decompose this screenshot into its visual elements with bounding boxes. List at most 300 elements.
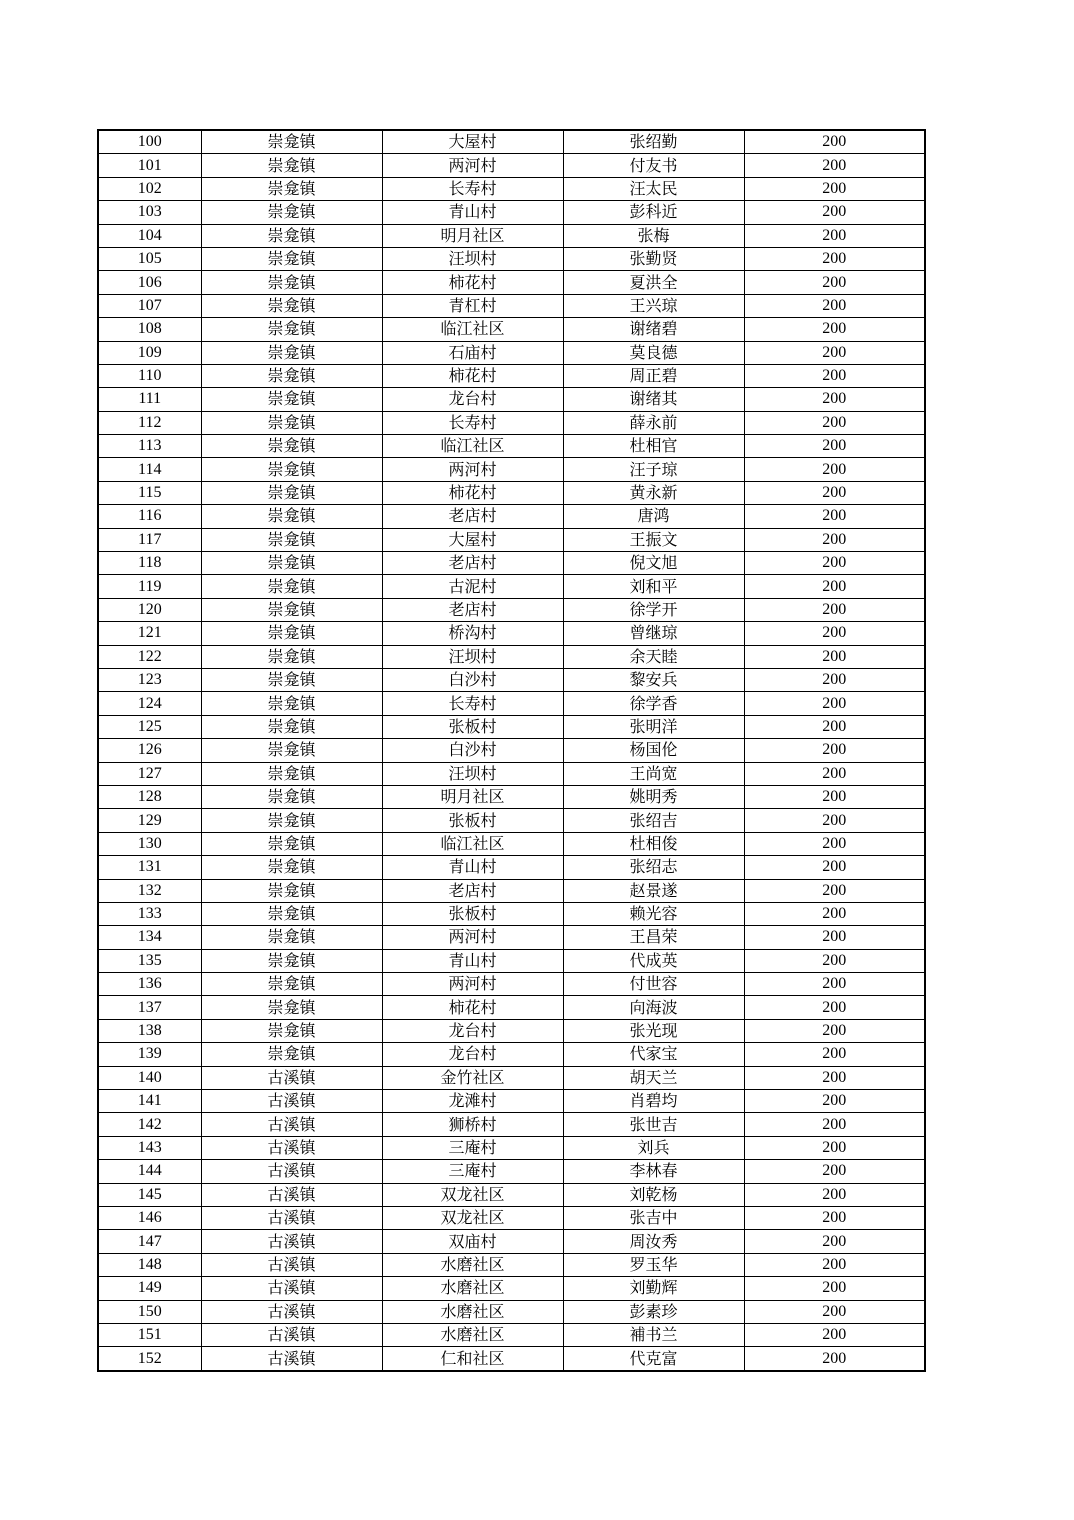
amount-cell: 200: [744, 247, 925, 270]
name-cell: 张明洋: [563, 715, 744, 738]
row-number-cell: 143: [98, 1136, 201, 1159]
row-number-cell: 110: [98, 364, 201, 387]
amount-cell: 200: [744, 856, 925, 879]
table-row: [98, 598, 925, 621]
table-row: [98, 762, 925, 785]
amount-cell: 200: [744, 201, 925, 224]
row-number-cell: 120: [98, 598, 201, 621]
name-cell: 赖光容: [563, 902, 744, 925]
amount-cell: 200: [744, 1019, 925, 1042]
name-cell: 代克富: [563, 1347, 744, 1371]
table-row: [98, 481, 925, 504]
amount-cell: 200: [744, 902, 925, 925]
table-row: [98, 364, 925, 387]
village-cell: 水磨社区: [382, 1300, 563, 1323]
village-cell: 临江社区: [382, 435, 563, 458]
town-cell: 崇龛镇: [201, 739, 382, 762]
village-cell: 长寿村: [382, 692, 563, 715]
row-number-cell: 107: [98, 294, 201, 317]
row-number-cell: 109: [98, 341, 201, 364]
row-number-cell: 132: [98, 879, 201, 902]
village-cell: 水磨社区: [382, 1323, 563, 1346]
row-number-cell: 127: [98, 762, 201, 785]
village-cell: 长寿村: [382, 177, 563, 200]
name-cell: 王振文: [563, 528, 744, 551]
table-row: [98, 224, 925, 247]
name-cell: 张绍志: [563, 856, 744, 879]
name-cell: 彭科近: [563, 201, 744, 224]
name-cell: 刘兵: [563, 1136, 744, 1159]
village-cell: 明月社区: [382, 785, 563, 808]
table-row: [98, 154, 925, 177]
table-row: [98, 692, 925, 715]
row-number-cell: 142: [98, 1113, 201, 1136]
town-cell: 崇龛镇: [201, 388, 382, 411]
name-cell: 曾继琼: [563, 622, 744, 645]
table-row: [98, 902, 925, 925]
row-number-cell: 104: [98, 224, 201, 247]
name-cell: 黎安兵: [563, 668, 744, 691]
town-cell: 古溪镇: [201, 1066, 382, 1089]
town-cell: 崇龛镇: [201, 1019, 382, 1042]
town-cell: 古溪镇: [201, 1113, 382, 1136]
amount-cell: 200: [744, 1206, 925, 1229]
recipient-table-body: [98, 130, 925, 1371]
village-cell: 龙台村: [382, 1043, 563, 1066]
row-number-cell: 118: [98, 552, 201, 575]
amount-cell: 200: [744, 973, 925, 996]
table-row: [98, 832, 925, 855]
village-cell: 龙台村: [382, 388, 563, 411]
amount-cell: 200: [744, 318, 925, 341]
amount-cell: 200: [744, 715, 925, 738]
town-cell: 崇龛镇: [201, 879, 382, 902]
village-cell: 两河村: [382, 154, 563, 177]
amount-cell: 200: [744, 1300, 925, 1323]
name-cell: 杜相俊: [563, 832, 744, 855]
table-row: [98, 247, 925, 270]
name-cell: 王兴琼: [563, 294, 744, 317]
table-row: [98, 1300, 925, 1323]
name-cell: 谢绪其: [563, 388, 744, 411]
village-cell: 水磨社区: [382, 1253, 563, 1276]
table-row: [98, 1019, 925, 1042]
amount-cell: 200: [744, 668, 925, 691]
table-row: [98, 1253, 925, 1276]
amount-cell: 200: [744, 1066, 925, 1089]
amount-cell: 200: [744, 154, 925, 177]
town-cell: 崇龛镇: [201, 341, 382, 364]
name-cell: 汪子琼: [563, 458, 744, 481]
name-cell: 唐鸿: [563, 505, 744, 528]
village-cell: 双龙社区: [382, 1206, 563, 1229]
town-cell: 崇龛镇: [201, 177, 382, 200]
name-cell: 刘乾杨: [563, 1183, 744, 1206]
town-cell: 崇龛镇: [201, 926, 382, 949]
amount-cell: 200: [744, 224, 925, 247]
town-cell: 古溪镇: [201, 1183, 382, 1206]
village-cell: 老店村: [382, 879, 563, 902]
amount-cell: 200: [744, 949, 925, 972]
town-cell: 崇龛镇: [201, 762, 382, 785]
village-cell: 长寿村: [382, 411, 563, 434]
town-cell: 崇龛镇: [201, 692, 382, 715]
town-cell: 古溪镇: [201, 1090, 382, 1113]
name-cell: 徐学开: [563, 598, 744, 621]
amount-cell: 200: [744, 809, 925, 832]
table-row: [98, 271, 925, 294]
town-cell: 崇龛镇: [201, 715, 382, 738]
name-cell: 张梅: [563, 224, 744, 247]
table-row: [98, 1043, 925, 1066]
town-cell: 崇龛镇: [201, 552, 382, 575]
table-row: [98, 809, 925, 832]
town-cell: 崇龛镇: [201, 528, 382, 551]
village-cell: 临江社区: [382, 832, 563, 855]
table-row: [98, 879, 925, 902]
row-number-cell: 126: [98, 739, 201, 762]
name-cell: 刘和平: [563, 575, 744, 598]
town-cell: 古溪镇: [201, 1160, 382, 1183]
town-cell: 古溪镇: [201, 1300, 382, 1323]
table-row: [98, 411, 925, 434]
village-cell: 柿花村: [382, 996, 563, 1019]
village-cell: 明月社区: [382, 224, 563, 247]
village-cell: 汪坝村: [382, 645, 563, 668]
amount-cell: 200: [744, 598, 925, 621]
table-row: [98, 318, 925, 341]
table-row: [98, 739, 925, 762]
town-cell: 崇龛镇: [201, 505, 382, 528]
amount-cell: 200: [744, 435, 925, 458]
village-cell: 大屋村: [382, 130, 563, 154]
town-cell: 崇龛镇: [201, 973, 382, 996]
table-row: [98, 668, 925, 691]
table-row: [98, 1090, 925, 1113]
name-cell: 谢绪碧: [563, 318, 744, 341]
table-row: [98, 645, 925, 668]
row-number-cell: 131: [98, 856, 201, 879]
town-cell: 崇龛镇: [201, 1043, 382, 1066]
town-cell: 古溪镇: [201, 1136, 382, 1159]
town-cell: 崇龛镇: [201, 224, 382, 247]
amount-cell: 200: [744, 481, 925, 504]
row-number-cell: 137: [98, 996, 201, 1019]
name-cell: 张勤贤: [563, 247, 744, 270]
row-number-cell: 151: [98, 1323, 201, 1346]
row-number-cell: 139: [98, 1043, 201, 1066]
table-row: [98, 575, 925, 598]
name-cell: 杨国伦: [563, 739, 744, 762]
amount-cell: 200: [744, 294, 925, 317]
village-cell: 张板村: [382, 809, 563, 832]
amount-cell: 200: [744, 739, 925, 762]
village-cell: 老店村: [382, 598, 563, 621]
recipient-table: [97, 129, 926, 1372]
amount-cell: 200: [744, 364, 925, 387]
row-number-cell: 144: [98, 1160, 201, 1183]
village-cell: 石庙村: [382, 341, 563, 364]
town-cell: 崇龛镇: [201, 785, 382, 808]
amount-cell: 200: [744, 1253, 925, 1276]
row-number-cell: 101: [98, 154, 201, 177]
town-cell: 崇龛镇: [201, 809, 382, 832]
name-cell: 张光现: [563, 1019, 744, 1042]
row-number-cell: 105: [98, 247, 201, 270]
village-cell: 张板村: [382, 902, 563, 925]
row-number-cell: 129: [98, 809, 201, 832]
name-cell: 代成英: [563, 949, 744, 972]
town-cell: 古溪镇: [201, 1206, 382, 1229]
row-number-cell: 119: [98, 575, 201, 598]
row-number-cell: 134: [98, 926, 201, 949]
village-cell: 老店村: [382, 505, 563, 528]
town-cell: 崇龛镇: [201, 154, 382, 177]
row-number-cell: 147: [98, 1230, 201, 1253]
table-row: [98, 856, 925, 879]
village-cell: 两河村: [382, 973, 563, 996]
village-cell: 双庙村: [382, 1230, 563, 1253]
village-cell: 青山村: [382, 201, 563, 224]
row-number-cell: 149: [98, 1277, 201, 1300]
village-cell: 两河村: [382, 458, 563, 481]
village-cell: 龙滩村: [382, 1090, 563, 1113]
amount-cell: 200: [744, 1323, 925, 1346]
amount-cell: 200: [744, 1183, 925, 1206]
amount-cell: 200: [744, 1043, 925, 1066]
village-cell: 白沙村: [382, 739, 563, 762]
row-number-cell: 150: [98, 1300, 201, 1323]
row-number-cell: 115: [98, 481, 201, 504]
table-row: [98, 1277, 925, 1300]
name-cell: 胡天兰: [563, 1066, 744, 1089]
village-cell: 青山村: [382, 949, 563, 972]
village-cell: 仁和社区: [382, 1347, 563, 1371]
town-cell: 崇龛镇: [201, 481, 382, 504]
town-cell: 古溪镇: [201, 1323, 382, 1346]
table-row: [98, 1347, 925, 1371]
amount-cell: 200: [744, 622, 925, 645]
village-cell: 老店村: [382, 552, 563, 575]
village-cell: 龙台村: [382, 1019, 563, 1042]
town-cell: 崇龛镇: [201, 458, 382, 481]
row-number-cell: 128: [98, 785, 201, 808]
table-row: [98, 785, 925, 808]
name-cell: 肖碧均: [563, 1090, 744, 1113]
table-row: [98, 505, 925, 528]
town-cell: 古溪镇: [201, 1253, 382, 1276]
name-cell: 李林春: [563, 1160, 744, 1183]
table-row: [98, 1206, 925, 1229]
town-cell: 崇龛镇: [201, 996, 382, 1019]
name-cell: 张吉中: [563, 1206, 744, 1229]
town-cell: 崇龛镇: [201, 856, 382, 879]
row-number-cell: 152: [98, 1347, 201, 1371]
row-number-cell: 146: [98, 1206, 201, 1229]
amount-cell: 200: [744, 1136, 925, 1159]
table-row: [98, 458, 925, 481]
town-cell: 崇龛镇: [201, 364, 382, 387]
village-cell: 古泥村: [382, 575, 563, 598]
row-number-cell: 102: [98, 177, 201, 200]
village-cell: 柿花村: [382, 271, 563, 294]
town-cell: 古溪镇: [201, 1230, 382, 1253]
name-cell: 王尚宽: [563, 762, 744, 785]
village-cell: 金竹社区: [382, 1066, 563, 1089]
table-row: [98, 294, 925, 317]
row-number-cell: 121: [98, 622, 201, 645]
amount-cell: 200: [744, 1277, 925, 1300]
town-cell: 崇龛镇: [201, 130, 382, 154]
table-row: [98, 552, 925, 575]
name-cell: 张绍勤: [563, 130, 744, 154]
town-cell: 崇龛镇: [201, 435, 382, 458]
amount-cell: 200: [744, 645, 925, 668]
row-number-cell: 106: [98, 271, 201, 294]
village-cell: 狮桥村: [382, 1113, 563, 1136]
amount-cell: 200: [744, 1113, 925, 1136]
amount-cell: 200: [744, 575, 925, 598]
table-row: [98, 388, 925, 411]
town-cell: 崇龛镇: [201, 201, 382, 224]
name-cell: 補书兰: [563, 1323, 744, 1346]
table-row: [98, 177, 925, 200]
amount-cell: 200: [744, 1230, 925, 1253]
name-cell: 代家宝: [563, 1043, 744, 1066]
table-row: [98, 1160, 925, 1183]
village-cell: 柿花村: [382, 481, 563, 504]
village-cell: 大屋村: [382, 528, 563, 551]
table-row: [98, 1136, 925, 1159]
village-cell: 两河村: [382, 926, 563, 949]
row-number-cell: 136: [98, 973, 201, 996]
name-cell: 黄永新: [563, 481, 744, 504]
town-cell: 古溪镇: [201, 1347, 382, 1371]
village-cell: 汪坝村: [382, 247, 563, 270]
village-cell: 白沙村: [382, 668, 563, 691]
amount-cell: 200: [744, 341, 925, 364]
row-number-cell: 133: [98, 902, 201, 925]
amount-cell: 200: [744, 505, 925, 528]
village-cell: 三庵村: [382, 1160, 563, 1183]
row-number-cell: 111: [98, 388, 201, 411]
town-cell: 崇龛镇: [201, 271, 382, 294]
row-number-cell: 145: [98, 1183, 201, 1206]
name-cell: 姚明秀: [563, 785, 744, 808]
town-cell: 崇龛镇: [201, 622, 382, 645]
name-cell: 向海波: [563, 996, 744, 1019]
village-cell: 青山村: [382, 856, 563, 879]
village-cell: 水磨社区: [382, 1277, 563, 1300]
amount-cell: 200: [744, 1090, 925, 1113]
row-number-cell: 112: [98, 411, 201, 434]
row-number-cell: 138: [98, 1019, 201, 1042]
name-cell: 赵景遂: [563, 879, 744, 902]
town-cell: 崇龛镇: [201, 598, 382, 621]
table-row: [98, 622, 925, 645]
name-cell: 付世容: [563, 973, 744, 996]
amount-cell: 200: [744, 271, 925, 294]
row-number-cell: 100: [98, 130, 201, 154]
town-cell: 崇龛镇: [201, 668, 382, 691]
village-cell: 青杠村: [382, 294, 563, 317]
table-row: [98, 1113, 925, 1136]
village-cell: 临江社区: [382, 318, 563, 341]
table-row: [98, 973, 925, 996]
town-cell: 崇龛镇: [201, 411, 382, 434]
name-cell: 王昌荣: [563, 926, 744, 949]
amount-cell: 200: [744, 1347, 925, 1371]
village-cell: 桥沟村: [382, 622, 563, 645]
row-number-cell: 125: [98, 715, 201, 738]
row-number-cell: 148: [98, 1253, 201, 1276]
amount-cell: 200: [744, 832, 925, 855]
town-cell: 崇龛镇: [201, 575, 382, 598]
name-cell: 周正碧: [563, 364, 744, 387]
town-cell: 崇龛镇: [201, 247, 382, 270]
village-cell: 三庵村: [382, 1136, 563, 1159]
name-cell: 倪文旭: [563, 552, 744, 575]
table-row: [98, 1066, 925, 1089]
row-number-cell: 116: [98, 505, 201, 528]
table-row: [98, 201, 925, 224]
table-row: [98, 1183, 925, 1206]
amount-cell: 200: [744, 528, 925, 551]
name-cell: 张世吉: [563, 1113, 744, 1136]
table-row: [98, 528, 925, 551]
table-row: [98, 130, 925, 154]
amount-cell: 200: [744, 411, 925, 434]
row-number-cell: 135: [98, 949, 201, 972]
row-number-cell: 124: [98, 692, 201, 715]
name-cell: 夏洪全: [563, 271, 744, 294]
village-cell: 汪坝村: [382, 762, 563, 785]
row-number-cell: 108: [98, 318, 201, 341]
table-row: [98, 1230, 925, 1253]
table-row: [98, 341, 925, 364]
amount-cell: 200: [744, 458, 925, 481]
row-number-cell: 123: [98, 668, 201, 691]
village-cell: 双龙社区: [382, 1183, 563, 1206]
row-number-cell: 140: [98, 1066, 201, 1089]
name-cell: 徐学香: [563, 692, 744, 715]
table-row: [98, 996, 925, 1019]
town-cell: 崇龛镇: [201, 645, 382, 668]
amount-cell: 200: [744, 388, 925, 411]
table-row: [98, 949, 925, 972]
row-number-cell: 113: [98, 435, 201, 458]
name-cell: 杜相官: [563, 435, 744, 458]
name-cell: 罗玉华: [563, 1253, 744, 1276]
amount-cell: 200: [744, 762, 925, 785]
name-cell: 刘勤辉: [563, 1277, 744, 1300]
table-row: [98, 715, 925, 738]
row-number-cell: 103: [98, 201, 201, 224]
name-cell: 彭素珍: [563, 1300, 744, 1323]
table-row: [98, 435, 925, 458]
amount-cell: 200: [744, 1160, 925, 1183]
table-row: [98, 926, 925, 949]
name-cell: 薛永前: [563, 411, 744, 434]
amount-cell: 200: [744, 552, 925, 575]
name-cell: 张绍吉: [563, 809, 744, 832]
village-cell: 张板村: [382, 715, 563, 738]
town-cell: 崇龛镇: [201, 832, 382, 855]
name-cell: 汪太民: [563, 177, 744, 200]
town-cell: 古溪镇: [201, 1277, 382, 1300]
village-cell: 柿花村: [382, 364, 563, 387]
table-row: [98, 1323, 925, 1346]
